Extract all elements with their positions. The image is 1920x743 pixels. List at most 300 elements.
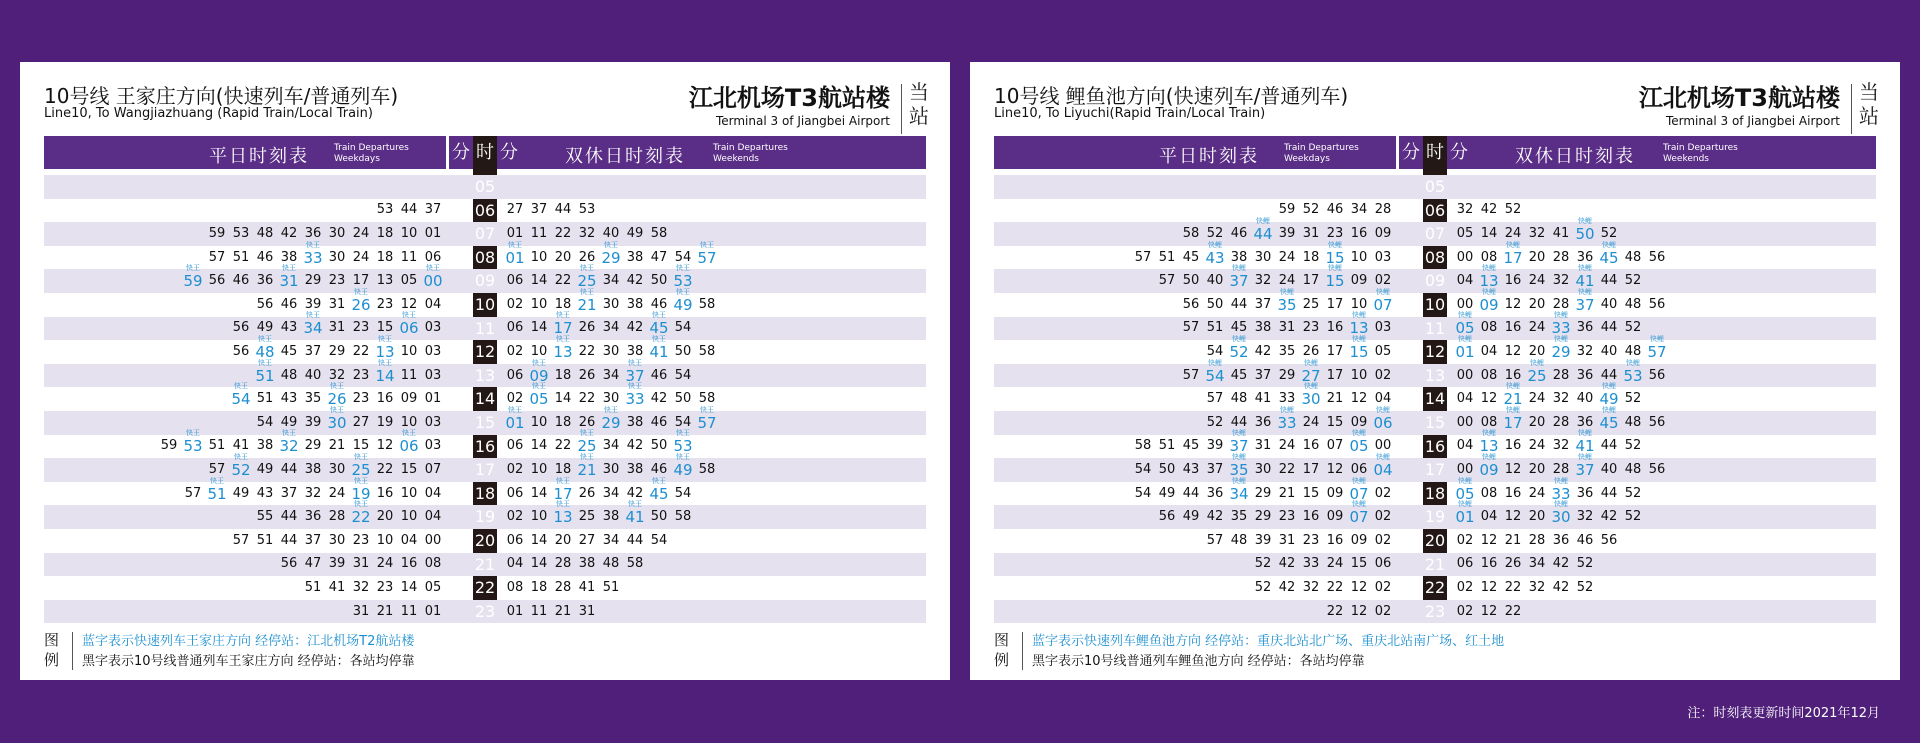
weekend-minute: 00 <box>1456 414 1474 430</box>
weekday-minute: 29 <box>1254 485 1272 501</box>
weekday-minute: 29 <box>304 438 322 454</box>
weekday-express-minute: 快鲤 37 <box>1227 269 1251 293</box>
weekday-minute: 57 <box>1206 532 1224 548</box>
legend-local: 黑字表示10号线普通列车王家庄方向 经停站：各站均停靠 <box>82 654 415 669</box>
weekday-minute: 52 <box>1302 202 1320 218</box>
weekend-minute: 20 <box>1528 509 1546 525</box>
station-name-en: Terminal 3 of Jiangbei Airport <box>1665 114 1840 128</box>
weekend-title-en: Train Departures Weekends <box>713 143 788 164</box>
current-station-label: 当站 <box>1859 80 1879 128</box>
weekend-minute: 04 <box>1456 273 1474 289</box>
hour-row <box>994 505 1876 529</box>
weekend-express-minute: 快鲤 05 <box>1453 482 1477 506</box>
weekend-minute: 27 <box>506 202 524 218</box>
weekend-minute: 01 <box>506 225 524 241</box>
hour-row <box>994 199 1876 223</box>
weekend-minute: 46 <box>650 414 668 430</box>
legend-local: 黑字表示10号线普通列车鲤鱼池方向 经停站：各站均停靠 <box>1032 654 1365 669</box>
weekday-minute: 51 <box>304 579 322 595</box>
hour-row <box>994 600 1876 624</box>
weekday-minute: 21 <box>1278 485 1296 501</box>
weekend-express-minute: 快王 49 <box>671 293 695 317</box>
weekday-minute: 12 <box>1326 461 1344 477</box>
weekend-express-minute: 快鲤 41 <box>1573 269 1597 293</box>
weekday-express-minute: 快鲤 07 <box>1347 505 1371 529</box>
weekend-title-en: Train Departures Weekends <box>1663 143 1738 164</box>
weekend-minute: 31 <box>578 603 596 619</box>
weekend-minute: 36 <box>1552 532 1570 548</box>
divider <box>901 84 902 134</box>
weekend-minute: 48 <box>1624 414 1642 430</box>
weekday-minute: 39 <box>1254 532 1272 548</box>
weekday-minute: 16 <box>1326 320 1344 336</box>
weekend-minute: 46 <box>1576 532 1594 548</box>
weekday-minute: 58 <box>1182 225 1200 241</box>
weekday-minute: 03 <box>1374 320 1392 336</box>
weekend-express-minute: 快鲤 01 <box>1453 340 1477 364</box>
weekend-minute: 42 <box>626 438 644 454</box>
weekday-minutes <box>994 482 1395 506</box>
weekday-minute: 56 <box>1182 296 1200 312</box>
weekend-express-minute: 快王 45 <box>647 482 671 506</box>
weekday-minute: 02 <box>1374 509 1392 525</box>
weekday-minute: 44 <box>280 509 298 525</box>
weekday-express-minute: 快王 25 <box>349 458 373 482</box>
weekday-minute: 24 <box>1326 556 1344 572</box>
weekend-minute: 10 <box>530 343 548 359</box>
weekend-express-minute: 快鲤 57 <box>1645 340 1669 364</box>
weekend-minute: 20 <box>1528 461 1546 477</box>
hour-cell: 15 <box>474 413 496 432</box>
hour-cell: 05 <box>1424 177 1446 196</box>
weekday-minute: 37 <box>424 202 442 218</box>
weekend-minute: 49 <box>626 225 644 241</box>
weekend-minute: 04 <box>1456 438 1474 454</box>
weekend-express-minute: 快王 01 <box>503 411 527 435</box>
weekend-minute: 20 <box>554 532 572 548</box>
weekday-minute: 40 <box>304 367 322 383</box>
weekday-minute: 06 <box>1374 556 1392 572</box>
weekday-minute: 23 <box>352 320 370 336</box>
weekday-minute: 52 <box>1206 225 1224 241</box>
weekend-minute: 44 <box>1600 485 1618 501</box>
weekday-minute: 35 <box>304 391 322 407</box>
weekend-minute: 12 <box>1504 509 1522 525</box>
weekday-minute: 45 <box>1182 438 1200 454</box>
weekend-minute: 08 <box>1480 414 1498 430</box>
weekend-minute: 16 <box>1480 556 1498 572</box>
weekend-minute: 48 <box>1624 249 1642 265</box>
weekday-minute: 01 <box>424 603 442 619</box>
weekday-minute: 17 <box>1326 367 1344 383</box>
weekend-minute: 32 <box>1528 579 1546 595</box>
weekday-express-minute: 快王 06 <box>397 316 421 340</box>
weekday-minute: 06 <box>424 249 442 265</box>
weekday-minute: 16 <box>1350 225 1368 241</box>
hour-cell: 22 <box>474 578 496 598</box>
weekend-minute: 30 <box>602 461 620 477</box>
weekday-minute: 10 <box>400 225 418 241</box>
weekday-minute: 09 <box>1326 509 1344 525</box>
weekend-header <box>1471 136 1876 169</box>
weekday-minute: 37 <box>1254 296 1272 312</box>
weekend-express-minute: 快王 53 <box>671 434 695 458</box>
current-station-label: 当站 <box>909 80 929 128</box>
hour-row <box>994 293 1876 317</box>
hour-cell: 17 <box>1424 460 1446 480</box>
weekend-express-minute: 快王 25 <box>575 434 599 458</box>
weekday-minute: 03 <box>424 343 442 359</box>
hour-row <box>994 387 1876 411</box>
weekend-minute: 52 <box>1624 438 1642 454</box>
weekend-express-minute: 快鲤 50 <box>1573 222 1597 246</box>
weekend-minute: 51 <box>602 579 620 595</box>
weekday-minute: 23 <box>1302 320 1320 336</box>
weekend-minutes <box>503 269 695 293</box>
weekend-minute: 22 <box>1504 579 1522 595</box>
weekday-minute: 36 <box>256 273 274 289</box>
weekday-minute: 57 <box>232 532 250 548</box>
weekend-minute: 10 <box>530 296 548 312</box>
weekday-minute: 57 <box>1158 273 1176 289</box>
update-note: 注：时刻表更新时间2021年12月 <box>1687 706 1880 721</box>
weekend-minute: 34 <box>602 320 620 336</box>
weekend-express-minute: 快鲤 37 <box>1573 458 1597 482</box>
weekday-minute: 30 <box>328 532 346 548</box>
weekday-express-minute: 快王 59 <box>181 269 205 293</box>
weekend-minute: 40 <box>1600 461 1618 477</box>
weekday-minute: 56 <box>280 556 298 572</box>
weekday-minute: 48 <box>1230 391 1248 407</box>
weekday-minute: 49 <box>280 414 298 430</box>
weekday-minute: 05 <box>424 579 442 595</box>
hour-row <box>44 246 926 270</box>
weekend-express-minute: 快王 01 <box>503 246 527 270</box>
weekday-minute: 07 <box>424 461 442 477</box>
weekday-minute: 57 <box>1182 320 1200 336</box>
weekend-minute: 20 <box>1528 296 1546 312</box>
weekend-minute: 54 <box>674 485 692 501</box>
weekday-minute: 11 <box>400 249 418 265</box>
weekend-minute: 26 <box>1504 556 1522 572</box>
weekday-minute: 02 <box>1374 273 1392 289</box>
weekday-minute: 39 <box>304 296 322 312</box>
hour-cell: 23 <box>1424 601 1446 621</box>
hour-cell: 21 <box>1424 554 1446 574</box>
weekend-minute: 38 <box>626 343 644 359</box>
weekday-minute: 12 <box>400 296 418 312</box>
weekend-minute: 52 <box>1624 391 1642 407</box>
weekend-minute: 08 <box>506 579 524 595</box>
weekday-express-minute: 快鲤 27 <box>1299 364 1323 388</box>
weekend-minute: 52 <box>1600 225 1618 241</box>
weekday-minute: 30 <box>328 461 346 477</box>
weekday-minute: 18 <box>1302 249 1320 265</box>
weekday-express-minute: 快鲤 06 <box>1371 411 1395 435</box>
weekday-minute: 31 <box>328 320 346 336</box>
weekend-express-minute: 快王 37 <box>623 364 647 388</box>
weekend-minute: 20 <box>1528 343 1546 359</box>
weekday-minute: 17 <box>1302 461 1320 477</box>
hour-row <box>994 435 1876 459</box>
weekend-title-cn: 双休日时刻表 <box>565 146 685 167</box>
weekend-express-minute: 快鲤 09 <box>1477 458 1501 482</box>
weekend-minute: 32 <box>1552 273 1570 289</box>
weekend-express-minute: 快鲤 13 <box>1477 269 1501 293</box>
weekend-minute: 46 <box>650 367 668 383</box>
hour-row <box>44 340 926 364</box>
weekend-minute: 44 <box>1600 438 1618 454</box>
weekend-express-minute: 快王 17 <box>551 482 575 506</box>
minute-label-weekend: 分 <box>1447 136 1471 169</box>
weekday-minute: 04 <box>400 532 418 548</box>
weekday-minute: 11 <box>400 603 418 619</box>
hour-row <box>44 364 926 388</box>
weekend-minute: 34 <box>1528 556 1546 572</box>
weekend-minute: 06 <box>506 320 524 336</box>
weekday-minute: 43 <box>1182 461 1200 477</box>
weekend-minutes <box>503 482 695 506</box>
weekday-minute: 03 <box>424 320 442 336</box>
weekday-minute: 01 <box>424 391 442 407</box>
weekday-minute: 08 <box>424 556 442 572</box>
weekday-minute: 16 <box>376 391 394 407</box>
hour-row <box>44 199 926 223</box>
weekday-minute: 10 <box>400 485 418 501</box>
weekend-minute: 08 <box>1480 320 1498 336</box>
weekday-minute: 41 <box>1254 391 1272 407</box>
weekday-express-minute: 快王 52 <box>229 458 253 482</box>
weekend-minute: 26 <box>578 249 596 265</box>
weekend-minute: 11 <box>530 603 548 619</box>
weekday-minute: 44 <box>400 202 418 218</box>
hour-row <box>44 293 926 317</box>
weekday-minute: 31 <box>1278 320 1296 336</box>
weekend-minute: 50 <box>674 343 692 359</box>
weekday-minute: 32 <box>304 485 322 501</box>
weekday-minute: 32 <box>1254 273 1272 289</box>
weekday-header <box>994 136 1396 169</box>
weekend-express-minute: 快王 09 <box>527 364 551 388</box>
legend-label: 图例 <box>994 631 1010 669</box>
weekend-express-minute: 快鲤 33 <box>1549 316 1573 340</box>
weekend-minute: 20 <box>1528 414 1546 430</box>
weekday-minute: 59 <box>160 438 178 454</box>
weekday-minutes <box>994 435 1395 459</box>
weekend-express-minute: 快王 13 <box>551 505 575 529</box>
weekday-express-minute: 快鲤 35 <box>1227 458 1251 482</box>
weekend-minute: 41 <box>578 579 596 595</box>
weekend-minute: 02 <box>506 343 524 359</box>
weekend-minute: 36 <box>1576 485 1594 501</box>
weekday-express-minute: 快王 26 <box>349 293 373 317</box>
weekday-minutes <box>994 458 1395 482</box>
weekday-minute: 10 <box>1350 296 1368 312</box>
weekend-minute: 56 <box>1648 461 1666 477</box>
weekend-minute: 52 <box>1624 485 1642 501</box>
weekend-minute: 44 <box>1600 367 1618 383</box>
weekend-express-minute: 快鲤 45 <box>1597 246 1621 270</box>
weekday-express-minute: 快王 26 <box>325 387 349 411</box>
weekday-minute: 43 <box>280 320 298 336</box>
weekday-minute: 57 <box>1134 249 1152 265</box>
weekend-minute: 32 <box>578 225 596 241</box>
weekend-minute: 21 <box>1504 532 1522 548</box>
weekend-minute: 02 <box>506 509 524 525</box>
weekend-minute: 36 <box>1576 367 1594 383</box>
weekday-minute: 15 <box>1350 556 1368 572</box>
hour-row <box>44 553 926 577</box>
weekday-minute: 22 <box>1278 461 1296 477</box>
weekend-minute: 26 <box>578 367 596 383</box>
weekday-minute: 18 <box>376 225 394 241</box>
hour-row <box>44 600 926 624</box>
weekday-minute: 38 <box>280 249 298 265</box>
weekend-minute: 58 <box>698 391 716 407</box>
weekday-minutes <box>44 246 445 270</box>
weekday-minute: 29 <box>304 273 322 289</box>
hour-cell: 19 <box>1424 507 1446 527</box>
weekday-express-minute: 快王 30 <box>325 411 349 435</box>
hour-cell: 05 <box>474 177 496 196</box>
weekend-minute: 28 <box>1552 461 1570 477</box>
hour-cell: 09 <box>474 271 496 291</box>
weekday-minutes <box>44 576 445 600</box>
weekend-minute: 28 <box>1528 532 1546 548</box>
hour-cell: 10 <box>1424 295 1446 314</box>
weekday-minute: 01 <box>424 225 442 241</box>
weekday-minute: 51 <box>232 249 250 265</box>
weekday-express-minute: 快王 32 <box>277 434 301 458</box>
hour-cell: 10 <box>474 295 496 314</box>
weekend-minute: 22 <box>554 273 572 289</box>
weekday-minute: 38 <box>1254 320 1272 336</box>
weekday-minute: 28 <box>328 509 346 525</box>
weekend-minute: 16 <box>1504 438 1522 454</box>
weekday-minute: 15 <box>400 461 418 477</box>
weekday-minute: 42 <box>1278 556 1296 572</box>
hour-row <box>994 458 1876 482</box>
weekend-minute: 02 <box>506 296 524 312</box>
weekend-minute: 42 <box>626 485 644 501</box>
weekday-minute: 37 <box>304 343 322 359</box>
weekday-minute: 50 <box>1206 296 1224 312</box>
weekend-minute: 58 <box>650 225 668 241</box>
weekday-minute: 24 <box>376 556 394 572</box>
hour-row <box>44 317 926 341</box>
weekend-express-minute: 快王 21 <box>575 458 599 482</box>
weekend-minute: 00 <box>1456 461 1474 477</box>
weekday-express-minute: 快鲤 15 <box>1323 246 1347 270</box>
weekday-minute: 20 <box>376 509 394 525</box>
weekend-express-minute: 快鲤 09 <box>1477 293 1501 317</box>
weekend-minute: 32 <box>1552 438 1570 454</box>
weekday-minute: 57 <box>208 461 226 477</box>
weekend-minute: 04 <box>1480 509 1498 525</box>
line-title-en: Line10, To Wangjiazhuang (Rapid Train/Local Train) <box>44 106 373 121</box>
weekday-minute: 54 <box>1206 343 1224 359</box>
weekday-minute: 03 <box>1374 249 1392 265</box>
weekend-minutes <box>503 435 695 459</box>
weekend-minute: 42 <box>626 320 644 336</box>
weekend-express-minute: 快王 57 <box>695 246 719 270</box>
weekend-minute: 37 <box>530 202 548 218</box>
weekend-express-minute: 快王 25 <box>575 269 599 293</box>
weekend-minute: 44 <box>1600 320 1618 336</box>
weekday-minute: 02 <box>1374 579 1392 595</box>
weekday-minute: 48 <box>256 225 274 241</box>
hour-cell: 12 <box>1424 342 1446 362</box>
weekday-minute: 23 <box>352 367 370 383</box>
weekend-title-cn: 双休日时刻表 <box>1515 146 1635 167</box>
weekday-minute: 54 <box>1134 485 1152 501</box>
weekday-express-minute: 快鲤 04 <box>1371 458 1395 482</box>
weekend-minute: 02 <box>506 391 524 407</box>
weekday-minute: 00 <box>1374 438 1392 454</box>
weekend-minute: 38 <box>626 461 644 477</box>
schedule-rows <box>44 175 926 623</box>
weekday-minute: 49 <box>256 320 274 336</box>
weekday-minute: 38 <box>256 438 274 454</box>
weekend-express-minute: 快王 45 <box>647 316 671 340</box>
weekday-minute: 32 <box>1302 579 1320 595</box>
weekend-minutes <box>503 222 671 246</box>
weekend-minute: 26 <box>578 485 596 501</box>
weekend-minute: 38 <box>578 556 596 572</box>
weekend-minute: 48 <box>1624 296 1642 312</box>
weekend-minute: 18 <box>554 296 572 312</box>
weekday-minute: 24 <box>1278 249 1296 265</box>
weekday-minutes <box>44 505 445 529</box>
weekend-minute: 42 <box>1552 556 1570 572</box>
weekend-minute: 04 <box>1456 391 1474 407</box>
weekday-express-minute: 快王 00 <box>421 269 445 293</box>
weekend-minute: 16 <box>1504 273 1522 289</box>
hour-row <box>994 222 1876 246</box>
weekday-minute: 23 <box>328 273 346 289</box>
weekend-minute: 50 <box>650 509 668 525</box>
weekend-minute: 04 <box>506 556 524 572</box>
weekend-express-minute: 快鲤 21 <box>1501 387 1525 411</box>
weekend-minute: 42 <box>1552 579 1570 595</box>
weekday-express-minute: 快鲤 15 <box>1347 340 1371 364</box>
weekday-minute: 44 <box>280 461 298 477</box>
weekend-minute: 14 <box>530 438 548 454</box>
weekday-minute: 21 <box>376 603 394 619</box>
weekend-minute: 24 <box>1528 273 1546 289</box>
weekday-minute: 15 <box>376 320 394 336</box>
weekend-minute: 50 <box>674 391 692 407</box>
weekend-minute: 24 <box>1528 320 1546 336</box>
minute-label-weekend: 分 <box>497 136 521 169</box>
hour-row <box>994 482 1876 506</box>
weekend-minute: 44 <box>626 532 644 548</box>
weekday-minute: 45 <box>1230 320 1248 336</box>
hour-cell: 16 <box>1424 436 1446 456</box>
weekday-minute: 04 <box>1374 391 1392 407</box>
weekday-minute: 32 <box>352 579 370 595</box>
weekend-minute: 04 <box>1480 343 1498 359</box>
weekend-express-minute: 快王 13 <box>551 340 575 364</box>
weekend-minute: 05 <box>1456 225 1474 241</box>
weekday-minute: 29 <box>1254 509 1272 525</box>
weekday-minute: 07 <box>1326 438 1344 454</box>
weekday-minutes <box>44 293 445 317</box>
weekend-minute: 58 <box>674 509 692 525</box>
weekend-minute: 06 <box>506 273 524 289</box>
weekday-minute: 12 <box>1350 603 1368 619</box>
weekday-minute: 46 <box>1326 202 1344 218</box>
